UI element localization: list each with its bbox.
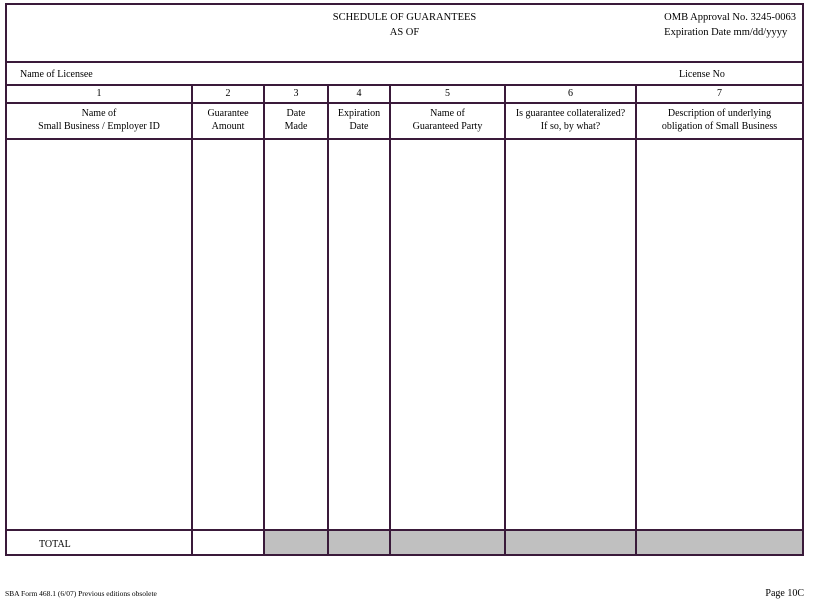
total-cell [7, 529, 191, 554]
shaded-total-cell [391, 529, 504, 554]
column-entry-area[interactable] [329, 140, 389, 529]
shaded-total-cell [265, 529, 327, 554]
column-entry-area[interactable] [391, 140, 504, 529]
column-entry-area[interactable] [265, 140, 327, 529]
column-header [391, 104, 504, 140]
column-6 [506, 86, 637, 554]
expiration-date: Expiration Date mm/dd/yyyy [664, 27, 788, 38]
column-header-line-1: Name of [81, 108, 117, 119]
column-number: 1 [7, 86, 191, 104]
column-header [506, 104, 635, 140]
column-entry-area[interactable] [506, 140, 635, 529]
column-header-line-1: Is guarantee collateralized? [515, 108, 626, 119]
column-header [329, 104, 389, 140]
form-footer-info: SBA Form 468.1 (6/07) Previous editions obsolete [5, 589, 157, 598]
column-header-line-1: Description of underlying [667, 108, 772, 119]
column-header-line-2: Amount [211, 121, 245, 132]
licensee-name-label: Name of Licensee [20, 69, 93, 80]
total-amount-cell[interactable] [193, 529, 263, 554]
column-header-line-2: obligation of Small Business [661, 121, 778, 132]
shaded-total-cell [637, 529, 802, 554]
column-3 [265, 86, 329, 554]
column-header-line-2: Small Business / Employer ID [38, 121, 160, 132]
column-number: 2 [193, 86, 263, 104]
column-number: 7 [637, 86, 802, 104]
column-number: 5 [391, 86, 504, 104]
licensee-row [7, 63, 802, 86]
shaded-total-cell [506, 529, 635, 554]
column-header [193, 104, 263, 140]
column-2 [193, 86, 265, 554]
license-number-label: License No [679, 69, 725, 80]
column-number: 3 [265, 86, 327, 104]
column-header-line-2: If so, by what? [540, 121, 601, 132]
column-1 [7, 86, 193, 554]
title-line-1: SCHEDULE OF GUARANTEES [332, 12, 477, 23]
column-entry-area[interactable] [193, 140, 263, 529]
column-header-line-1: Expiration [337, 108, 381, 119]
omb-approval [664, 10, 796, 40]
column-number: 4 [329, 86, 389, 104]
page-number: Page 10C [765, 588, 804, 599]
column-header [265, 104, 327, 140]
column-header-line-1: Guarantee [207, 108, 249, 119]
column-header-line-1: Name of [430, 108, 465, 119]
title-line-2: AS OF [389, 27, 420, 38]
column-5 [391, 86, 506, 554]
total-label: TOTAL [39, 539, 71, 550]
column-header-line-1: Date [286, 108, 306, 119]
shaded-total-cell [329, 529, 389, 554]
column-header [7, 104, 191, 140]
form-header [7, 5, 802, 63]
column-entry-area[interactable] [7, 140, 191, 529]
column-entry-area[interactable] [637, 140, 802, 529]
column-7 [637, 86, 802, 554]
column-number: 6 [506, 86, 635, 104]
guarantees-form [5, 3, 804, 556]
column-header [637, 104, 802, 140]
omb-approval-number: OMB Approval No. 3245-0063 [664, 12, 796, 23]
column-header-line-2: Guaranteed Party [412, 121, 483, 132]
column-header-line-2: Made [284, 121, 308, 132]
column-header-line-2: Date [349, 121, 369, 132]
column-4 [329, 86, 391, 554]
